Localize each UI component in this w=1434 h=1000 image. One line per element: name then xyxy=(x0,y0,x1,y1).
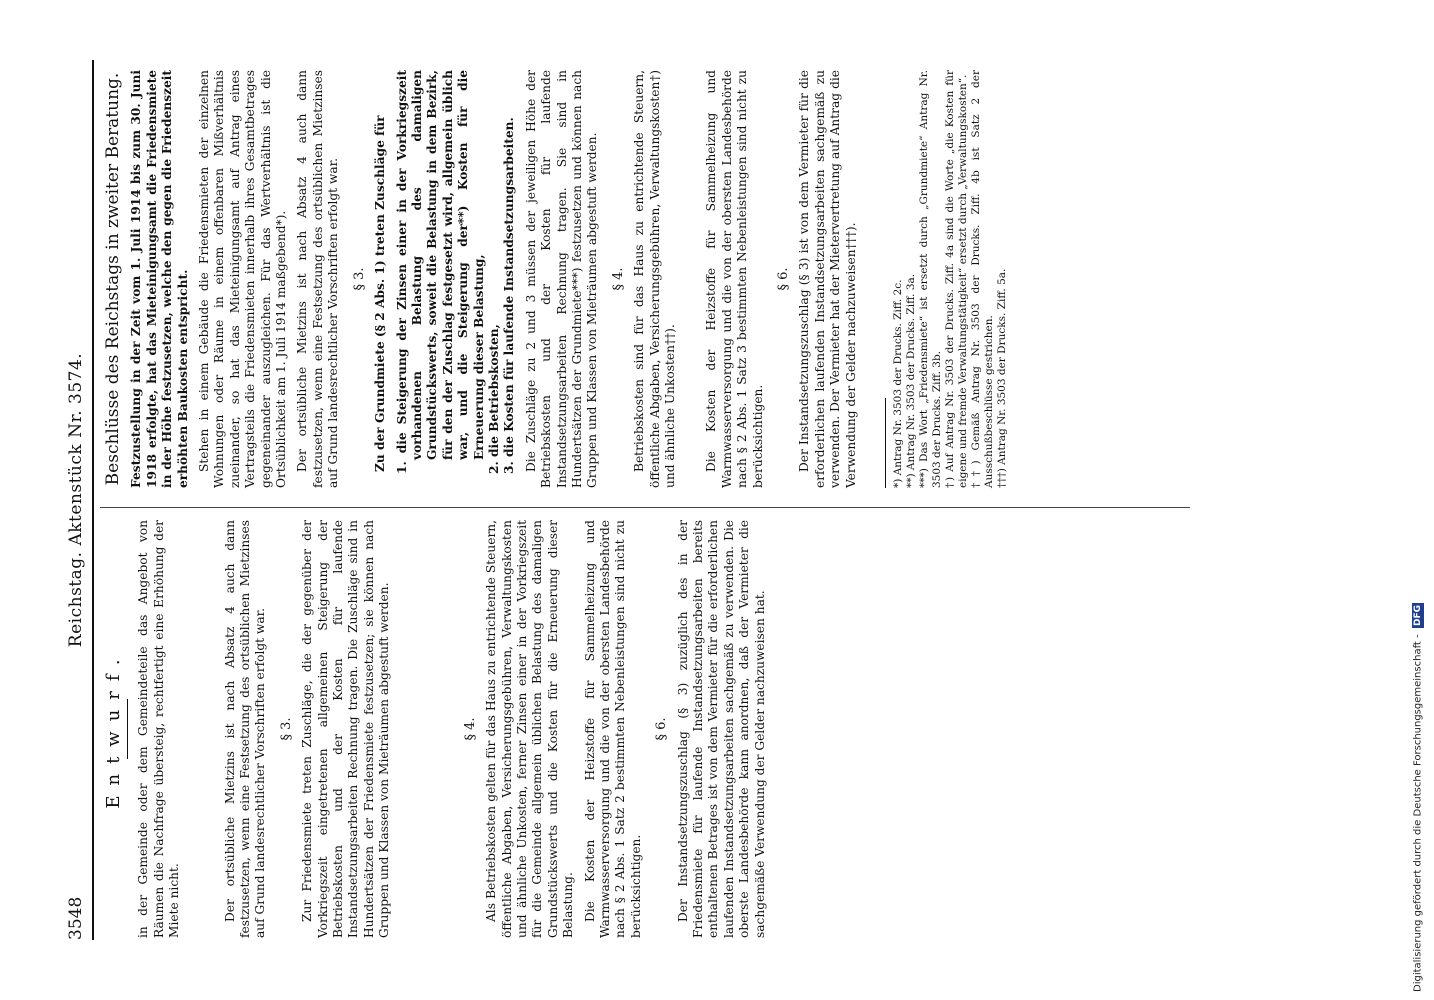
draft-paragraph: Der ortsübliche Mietzins ist nach Absatz 4 auch dann festzusetzen, wenn eine Festsetzung des ortsüblichen Mietzinses auf Grund landesrechtlicher Vorschriften erfolgt war. xyxy=(222,520,268,938)
page-number: 3548 xyxy=(66,896,86,940)
page-header xyxy=(62,60,90,940)
section-heading: § 4. xyxy=(610,267,626,291)
resolution-paragraph: Zu der Grundmiete (§ 2 Abs. 1) treten Zuschläge für xyxy=(373,115,388,472)
section-heading: § 6. xyxy=(776,267,792,291)
draft-paragraph: Zur Friedensmiete treten Zuschläge, die der gegenüber der Vorkriegszeit eingetretenen allgemeinen Steigerung der Betriebskosten und der Kosten für laufende Instandsetzungsarbeiten Rechnung tragen. Die Zuschläge sind in Hundertsätzen der Friedensmiete festzusetzen; sie können nach Gruppen und Klassen von Mieträumen abgestuft werden. xyxy=(300,520,392,938)
footnote: †) Auf Antrag Nr. 3503 der Drucks. Ziff. 4a sind die Worte „die Kosten für eigene und fremde Verwaltungstätigkeit“ ersetzt durch „Verwaltungskosten“. xyxy=(944,70,970,488)
section-heading: § 3. xyxy=(278,717,294,741)
draft-paragraph: Als Betriebskosten gelten für das Haus zu entrichtende Steuern, öffentliche Abgaben, Versicherungsgebühren, Verwaltungskosten und ähnliche Unkosten, ferner Zinsen einer in der Vorkriegszeit für die Gemeinde allgemein üblichen Belastung des damaligen Grundstückswerts und die Kosten für die Erneuerung dieser Belastung. xyxy=(484,520,576,938)
draft-paragraph: in der Gemeinde oder dem Gemeindeteile das Angebot von Räumen die Nachfrage übersteig, rechtfertigt eine Erhöhung der Miete nicht. xyxy=(136,520,182,938)
footnote: *) Antrag Nr. 3503 der Drucks. Ziff. 2c. xyxy=(892,279,905,488)
footnote-rule xyxy=(885,398,886,488)
footnote: **) Antrag Nr. 3503 der Drucks. Ziff. 3a. xyxy=(905,273,918,488)
page-title: Reichstag. Aktenstück Nr. 3574. xyxy=(66,352,86,648)
draft-column xyxy=(100,520,774,938)
credit-text: Digitalisierung gefördert durch die Deutsche Forschungsgemeinschaft - xyxy=(1412,634,1424,992)
resolutions-column xyxy=(100,70,1009,488)
resolution-paragraph: Festzustellung in der Zeit vom 1. Juli 1914 bis zum 30. Juni 1918 erfolgte, hat das Mieteinigungsamt die Friedensmiete in der Höhe festzusetzen, welche den gegen die Friedenszeit erhöhten Baukosten entspricht. xyxy=(129,70,190,488)
section-heading: § 4. xyxy=(462,717,478,741)
surcharge-list xyxy=(395,70,518,488)
section-heading: § 3. xyxy=(351,267,367,291)
resolution-paragraph: Die Kosten der Heizstoffe für Sammelheizung und Warmwasserversorgung und die von der obersten Landesbehörde nach § 2 Abs. 1 Satz 3 bestimmten Nebenleistungen sind nicht zu berücksichtigen. xyxy=(704,70,765,488)
draft-paragraph: Die Kosten der Heizstoffe für Sammelheizung und Warmwasserversorgung und die von der obersten Landesbehörde nach § 2 Abs. 1 Satz 2 bestimmten Nebenleistungen sind nicht zu berücksichtigen. xyxy=(582,520,643,938)
draft-title: Entwurf. xyxy=(103,649,124,809)
footnote: ††) Gemäß Antrag Nr. 3503 der Drucks. Ziff. 4b ist Satz 2 der Ausschußbeschlüsse gestrichen. xyxy=(970,70,996,488)
list-item: 1. die Steigerung der Zinsen einer in der Vorkriegszeit vorhandenen Belastung des damaligen Grundstückswerts, soweit die Belastung in dem Bezirk, für den der Zuschlag festgesetzt wird, allgemein üblich war, und die Steigerung der**) Kosten für die Erneuerung dieser Belastung, xyxy=(394,70,486,474)
footnote: ***) Das Wort „Friedensmiete“ ist ersetzt durch „Grundmiete“ Antrag Nr. 3503 der Drucks. Ziff. 3b. xyxy=(918,70,944,488)
digitization-credit xyxy=(1406,8,1430,992)
dfg-logo: DFG xyxy=(1413,605,1423,627)
draft-paragraph: Der Instandsetzungszuschlag (§ 3) zuzüglich des in der Friedensmiete für laufende Instandsetzungsarbeiten bereits enthaltenen Betrages ist von dem Vermieter für die erforderlichen laufenden Instandsetzungsarbeiten sachgemäß zu verwenden. Die oberste Landesbehörde kann anordnen, daß der Vermieter die sachgemäße Verwendung der Gelder nachzuweisen hat. xyxy=(675,520,767,938)
resolution-paragraph: Betriebskosten sind für das Haus zu entrichtende Steuern, öffentliche Abgaben, Versicherungsgebühren, Verwaltungskosten†) und ähnliche Unkosten††). xyxy=(632,70,677,488)
header-rule xyxy=(92,60,94,940)
footnote: †††) Antrag Nr. 3503 der Drucks. Ziff. 5a. xyxy=(996,268,1009,488)
resolution-paragraph: Die Zuschläge zu 2 und 3 müssen der jeweiligen Höhe der Betriebskosten und der Kosten für laufende Instandsetzungsarbeiten Rechnung tragen. Sie sind in Hundertsätzen der Grundmiete***) festzusetzen und können nach Gruppen und Klassen von Mieträumen abgestuft werden. xyxy=(523,70,600,488)
list-item: 3. die Kosten für laufende Instandsetzungsarbeiten. xyxy=(502,117,517,474)
resolutions-title: Beschlüsse des Reichstags in zweiter Beratung. xyxy=(103,72,123,486)
resolution-paragraph: Der Instandsetzungszuschlag (§ 3) ist von dem Vermieter für die erforderlichen laufenden Instandsetzungsarbeiten sachgemäß zu verwenden. Der Vermieter hat der Mietervertretung auf Antrag die Verwendung der Gelder nachzuweisen†††). xyxy=(797,70,858,488)
list-item: 2. die Betriebskosten, xyxy=(486,324,501,474)
column-divider xyxy=(100,507,1190,508)
resolution-paragraph: Stehen in einem Gebäude die Friedensmieten der einzelnen Wohnungen oder Räume in einem offenbaren Mißverhältnis zueinander, so hat das Mieteinigungsamt auf Antrag eines Vertragsteils die Friedensmieten innerhalb ihres Gesamtbetrages gegeneinander auszugleichen. Für das Wertverhältnis ist die Ortsüblichkeit am 1. Juli 1914 maßgebend*). xyxy=(197,70,289,488)
title-underline xyxy=(127,699,128,759)
resolution-paragraph: Der ortsübliche Mietzins ist nach Absatz 4 auch dann festzusetzen, wenn eine Festsetzung des ortsüblichen Mietzinses auf Grund landesrechtlicher Vorschriften erfolgt war. xyxy=(295,70,341,488)
section-heading: § 6. xyxy=(654,717,670,741)
